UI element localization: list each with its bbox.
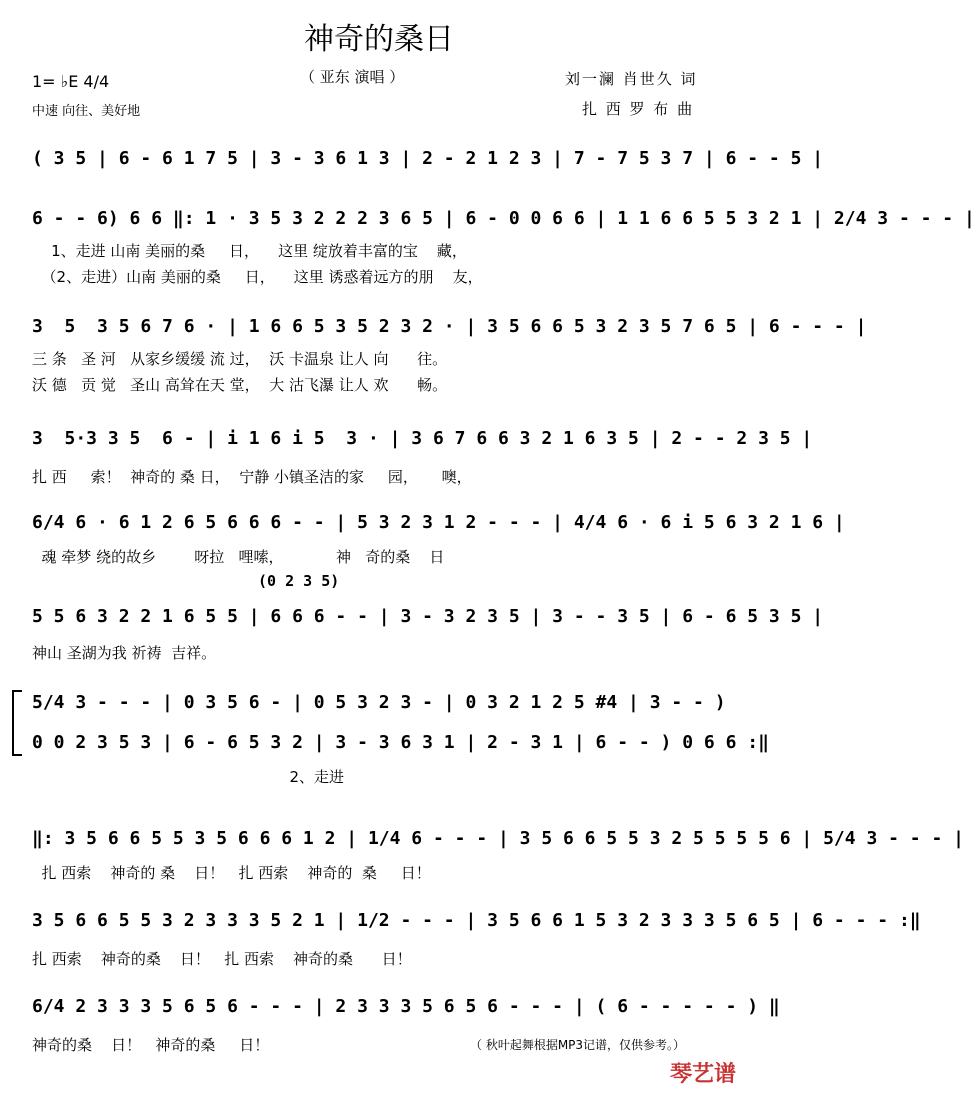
song-title: 神奇的桑日 — [304, 22, 454, 57]
lyric-line-3b: 沃 德 贡 觉 圣山 高耸在天 堂， 大 沽飞瀑 让人 欢 畅。 — [32, 376, 448, 394]
lyric-line-8: 扎 西索 神奇的 桑 日！ 扎 西索 神奇的 桑 日！ — [32, 864, 431, 882]
score-line-8: ‖: 3 5 6 6 5 5 3 5 6 6 6 1 2 | 1/4 6 - - - | 3 5 6 6 5 5 3 2 5 5 5 5 6 | 5/4 3 - - - | — [32, 828, 964, 849]
composer: 扎 西 罗 布 曲 — [582, 100, 695, 118]
score-line-9: 3 5 6 6 5 5 3 2 3 3 3 5 2 1 | 1/2 - - - | 3 5 6 6 1 5 3 2 3 3 3 5 6 5 | 6 - - - :‖ — [32, 910, 921, 931]
score-line-7-lower: 0 0 2 3 5 3 | 6 - 6 5 3 2 | 3 - 3 6 3 1 | 2 - 3 1 | 6 - - ) 0 6 6 :‖ — [32, 732, 769, 753]
tempo-marking: 中速 向往、美好地 — [32, 104, 141, 119]
lyric-line-2a: 1、走进 山南 美丽的桑 日， 这里 绽放着丰富的宝 藏， — [32, 242, 467, 260]
system-bracket — [12, 690, 22, 756]
lyric-line-3a: 三 条 圣 河 从家乡缓缓 流 过， 沃 卡温泉 让人 向 往。 — [32, 350, 448, 368]
lyric-line-10: 神奇的桑 日！ 神奇的桑 日！ — [32, 1036, 270, 1054]
score-line-2: 6 - - 6) 6 6 ‖: 1 · 3 5 3 2 2 2 3 6 5 | 6 - 0 0 6 6 | 1 1 6 6 5 5 3 2 1 | 2/4 3 - - - | — [32, 208, 975, 229]
score-line-6: 5 5 6 3 2 2 1 6 5 5 | 6 6 6 - - | 3 - 3 2 3 5 | 3 - - 3 5 | 6 - 6 5 3 5 | — [32, 606, 824, 627]
lyric-line-9: 扎 西索 神奇的桑 日！ 扎 西索 神奇的桑 日！ — [32, 950, 412, 968]
lyric-line-5: 魂 牵梦 绕的故乡 呀拉 哩嗦， 神 奇的桑 日 — [32, 548, 445, 566]
key-signature: 1= ♭E 4/4 — [32, 72, 110, 91]
score-line-3: 3 5 3 5 6 7 6 · | 1 6 6 5 3 5 2 3 2 · | 3 5 6 6 5 3 2 3 5 7 6 5 | 6 - - - | — [32, 316, 867, 337]
lyric-line-7: 2、走进 — [32, 768, 345, 786]
score-line-7-upper: 5/4 3 - - - | 0 3 5 6 - | 0 5 3 2 3 - | 0 3 2 1 2 5 #4 | 3 - - ) — [32, 692, 726, 713]
score-line-10: 6/4 2 3 3 3 5 6 5 6 - - - | 2 3 3 3 5 6 5 6 - - - | ( 6 - - - - - ) ‖ — [32, 996, 780, 1017]
lyric-line-4: 扎 西 索！ 神奇的 桑 日， 宁静 小镇圣洁的家 园， 噢， — [32, 468, 472, 486]
lyric-line-2b: （2、走进）山南 美丽的桑 日， 这里 诱惑着远方的朋 友， — [32, 268, 483, 286]
transcription-note: （ 秋叶起舞根据MP3记谱，仅供参考。） — [470, 1038, 686, 1052]
watermark-logo: 琴艺谱 — [669, 1062, 736, 1087]
score-line-5: 6/4 6 · 6 1 2 6 5 6 6 6 - - | 5 3 2 3 1 2 - - - | 4/4 6 · 6 i 5 6 3 2 1 6 | — [32, 512, 845, 533]
lyric-line-6: 神山 圣湖为我 祈祷 吉祥。 — [32, 644, 217, 662]
lyricist: 刘一澜 肖世久 词 — [565, 70, 698, 88]
pickup-notes: (0 2 3 5) — [258, 572, 340, 590]
score-line-1: ( 3 5 | 6 - 6 1 7 5 | 3 - 3 6 1 3 | 2 - 2 1 2 3 | 7 - 7 5 3 7 | 6 - - 5 | — [32, 148, 824, 169]
score-line-4: 3 5·3 3 5 6 - | i 1 6 i 5 3 · | 3 6 7 6 6 3 2 1 6 3 5 | 2 - - 2 3 5 | — [32, 428, 813, 449]
performer: （ 亚东 演唱 ） — [300, 68, 405, 86]
